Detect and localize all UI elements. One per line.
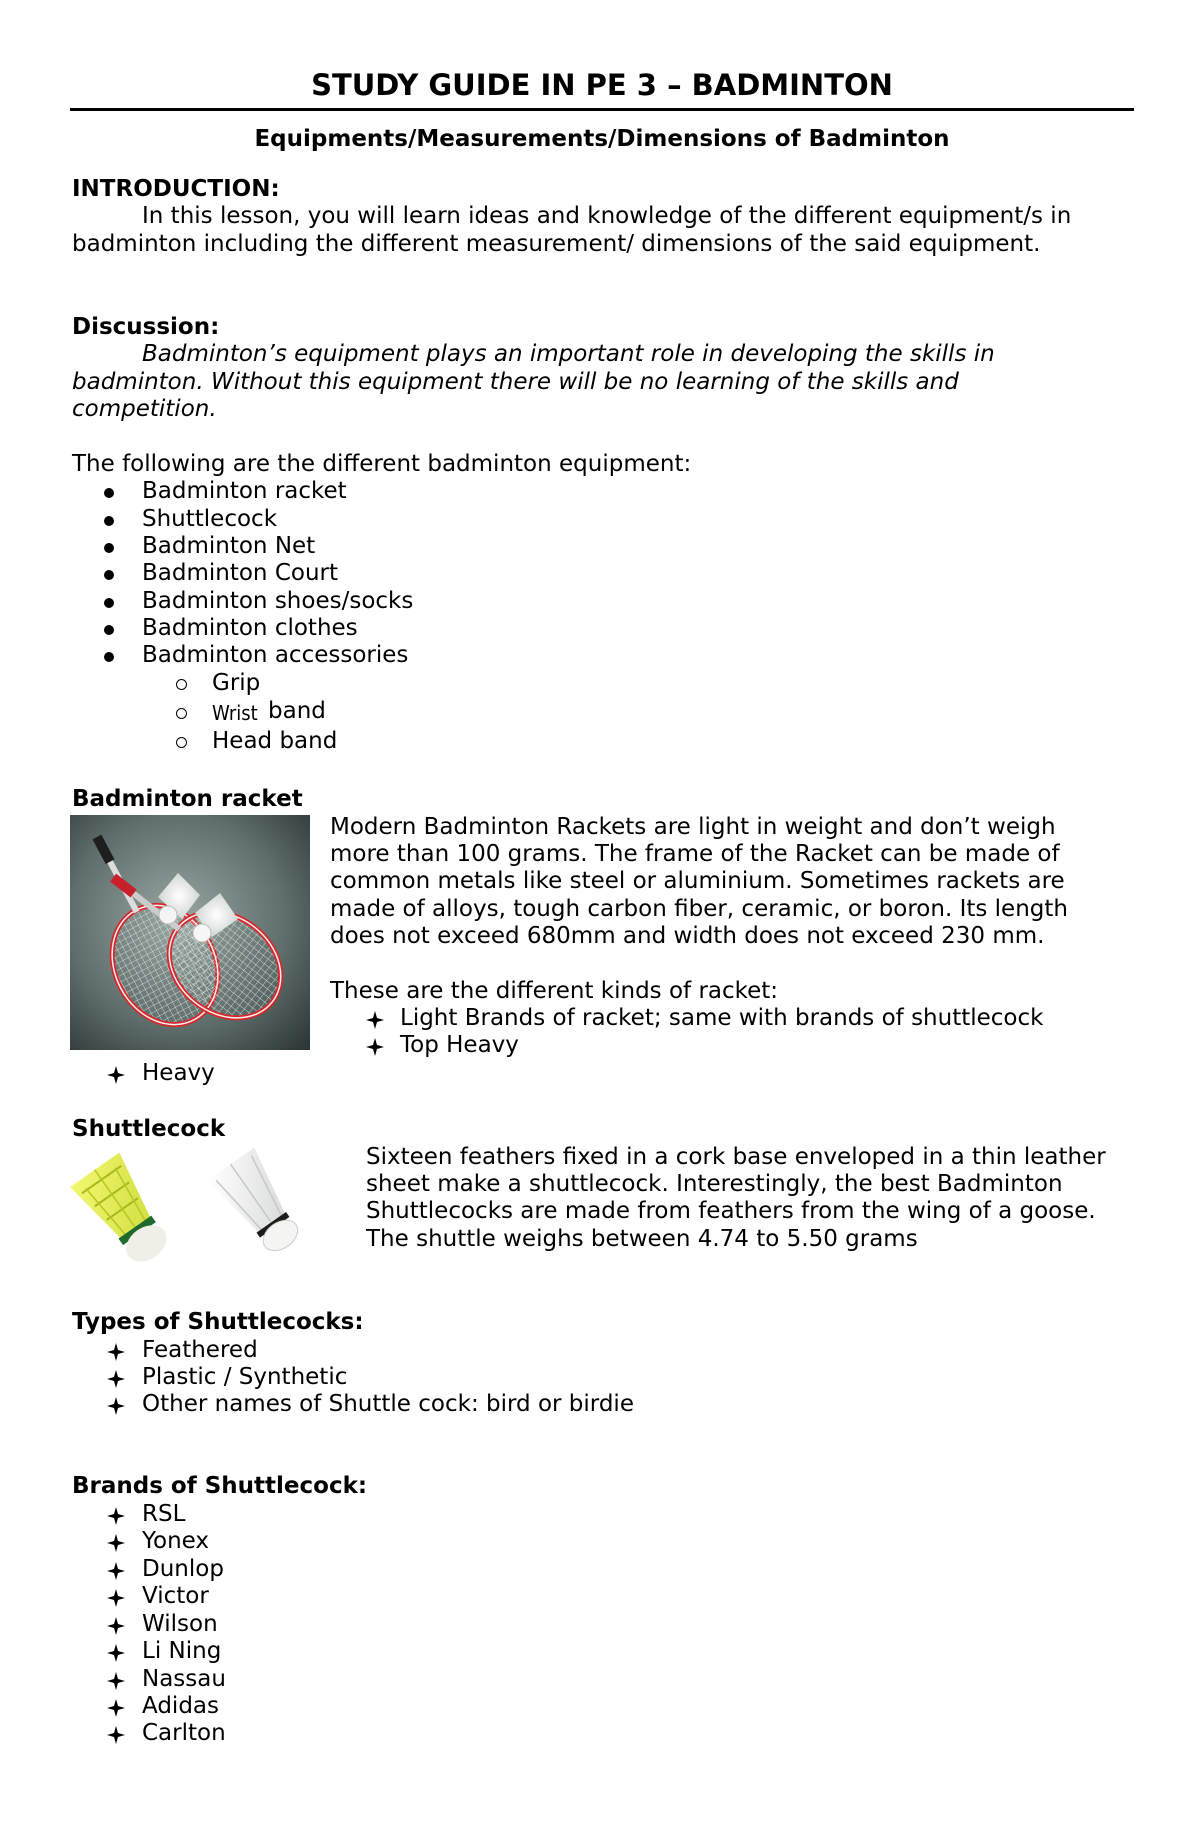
accessory-item-band: band <box>268 698 326 724</box>
diamond-bullet-icon <box>107 1644 125 1662</box>
title-divider <box>70 108 1134 111</box>
type-item: Plastic / Synthetic <box>142 1364 348 1390</box>
shuttle-text-line: sheet make a shuttlecock. Interestingly, the best Badminton <box>366 1171 1063 1197</box>
accessory-item: Grip <box>212 670 261 696</box>
racket-photo <box>70 815 310 1050</box>
intro-line-2: badminton including the different measurement/ dimensions of the said equipment. <box>72 231 1041 257</box>
equipment-item: Shuttlecock <box>142 506 278 532</box>
sub-bullet-icon <box>176 737 187 748</box>
accessory-item-wrist: Wrist <box>212 701 258 725</box>
brand-item: Li Ning <box>142 1638 222 1664</box>
shuttlecock-photo <box>62 1148 352 1283</box>
brands-heading: Brands of Shuttlecock: <box>72 1473 368 1499</box>
equipment-item: Badminton accessories <box>142 642 409 668</box>
diamond-bullet-icon <box>107 1672 125 1690</box>
racket-kind-item: Light Brands of racket; same with brands of shuttlecock <box>400 1005 1044 1031</box>
discussion-line-1: Badminton’s equipment plays an important role in developing the skills in <box>142 341 995 367</box>
equipment-item: Badminton clothes <box>142 615 358 641</box>
diamond-bullet-icon <box>107 1370 125 1388</box>
racket-text-line: more than 100 grams. The frame of the Racket can be made of <box>330 841 1060 867</box>
shuttle-text-line: The shuttle weighs between 4.74 to 5.50 grams <box>366 1226 918 1252</box>
page-subtitle: Equipments/Measurements/Dimensions of Badminton <box>254 126 950 152</box>
bullet-icon <box>104 516 114 526</box>
diamond-bullet-icon <box>107 1699 125 1717</box>
diamond-bullet-icon <box>107 1397 125 1415</box>
types-heading: Types of Shuttlecocks: <box>72 1309 364 1335</box>
racket-text-line: common metals like steel or aluminium. Sometimes rackets are <box>330 868 1065 894</box>
diamond-bullet-icon <box>107 1562 125 1580</box>
brand-item: Wilson <box>142 1611 218 1637</box>
diamond-bullet-icon <box>107 1507 125 1525</box>
racket-kind-item: Top Heavy <box>400 1032 519 1058</box>
diamond-bullet-icon <box>107 1617 125 1635</box>
diamond-bullet-icon <box>107 1066 125 1084</box>
racket-kinds-lead: These are the different kinds of racket: <box>330 978 779 1004</box>
bullet-icon <box>104 488 114 498</box>
diamond-bullet-icon <box>366 1011 384 1029</box>
racket-heading: Badminton racket <box>72 786 303 812</box>
brand-item: Victor <box>142 1583 209 1609</box>
shuttle-text-line: Shuttlecocks are made from feathers from the wing of a goose. <box>366 1198 1096 1224</box>
brand-item: RSL <box>142 1501 186 1527</box>
brand-item: Dunlop <box>142 1556 224 1582</box>
type-item: Other names of Shuttle cock: bird or birdie <box>142 1391 634 1417</box>
equipment-lead: The following are the different badminton equipment: <box>72 451 692 477</box>
diamond-bullet-icon <box>107 1589 125 1607</box>
shuttlecock-heading: Shuttlecock <box>72 1116 226 1142</box>
type-item: Feathered <box>142 1337 258 1363</box>
shuttle-text-line: Sixteen feathers fixed in a cork base enveloped in a thin leather <box>366 1144 1106 1170</box>
discussion-heading: Discussion: <box>72 314 220 340</box>
racket-kind-item: Heavy <box>142 1060 215 1086</box>
accessory-item: Head band <box>212 728 338 754</box>
racket-text-line: Modern Badminton Rackets are light in weight and don’t weigh <box>330 814 1056 840</box>
bullet-icon <box>104 543 114 553</box>
intro-heading: INTRODUCTION: <box>72 176 280 202</box>
equipment-item: Badminton shoes/socks <box>142 588 414 614</box>
discussion-line-2: badminton. Without this equipment there will be no learning of the skills and <box>72 369 959 395</box>
sub-bullet-icon <box>176 679 187 690</box>
brand-item: Adidas <box>142 1693 219 1719</box>
bullet-icon <box>104 625 114 635</box>
brand-item: Carlton <box>142 1720 226 1746</box>
bullet-icon <box>104 652 114 662</box>
equipment-item: Badminton Net <box>142 533 316 559</box>
diamond-bullet-icon <box>107 1726 125 1744</box>
diamond-bullet-icon <box>107 1343 125 1361</box>
diamond-bullet-icon <box>107 1534 125 1552</box>
equipment-item: Badminton Court <box>142 560 339 586</box>
intro-line-1: In this lesson, you will learn ideas and knowledge of the different equipment/s in <box>142 203 1072 229</box>
sub-bullet-icon <box>176 708 187 719</box>
brand-item: Nassau <box>142 1666 226 1692</box>
racket-text-line: does not exceed 680mm and width does not exceed 230 mm. <box>330 923 1045 949</box>
racket-text-line: made of alloys, tough carbon fiber, ceramic, or boron. Its length <box>330 896 1068 922</box>
brand-item: Yonex <box>142 1528 210 1554</box>
bullet-icon <box>104 598 114 608</box>
diamond-bullet-icon <box>366 1038 384 1056</box>
discussion-line-3: competition. <box>72 396 217 422</box>
page-title: STUDY GUIDE IN PE 3 – BADMINTON <box>311 68 893 102</box>
bullet-icon <box>104 570 114 580</box>
equipment-item: Badminton racket <box>142 478 347 504</box>
